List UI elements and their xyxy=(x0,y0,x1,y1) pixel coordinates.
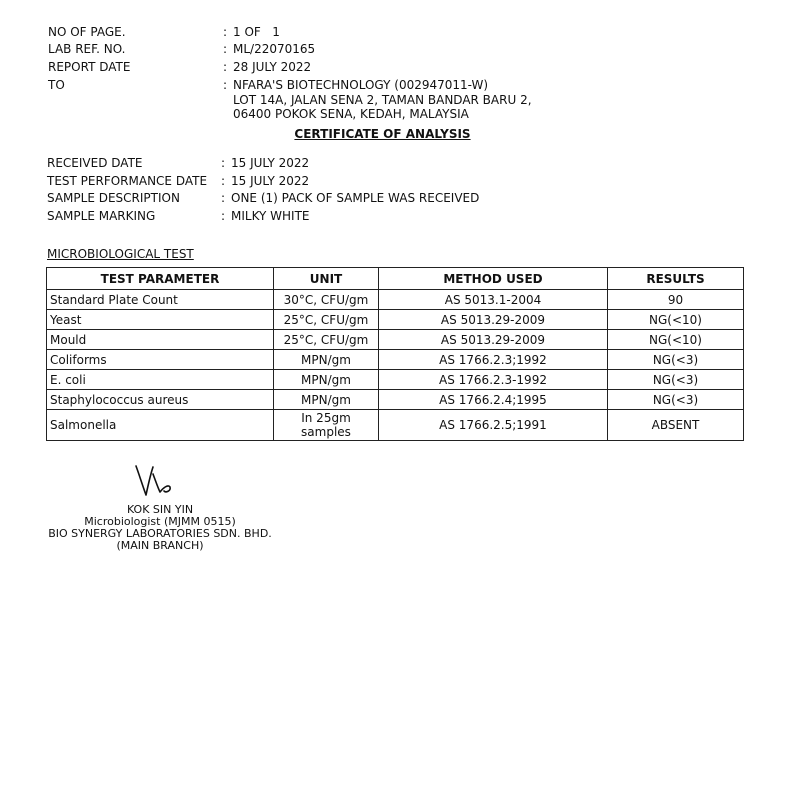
header-value: 28 JULY 2022 xyxy=(233,60,312,74)
cell-parameter: E. coli xyxy=(47,370,274,390)
table-row xyxy=(47,290,744,310)
header-colon: : xyxy=(223,25,228,39)
detail-label: RECEIVED DATE xyxy=(47,156,143,170)
table-row xyxy=(47,350,744,370)
header-value: 1 OF 1 xyxy=(233,25,280,39)
table-header-row xyxy=(47,268,744,290)
table-row xyxy=(47,370,744,390)
cell-result: NG(<10) xyxy=(608,330,744,350)
detail-label: TEST PERFORMANCE DATE xyxy=(47,174,208,188)
cell-result: ABSENT xyxy=(608,410,744,441)
cell-method: AS 5013.29-2009 xyxy=(379,310,608,330)
address-line-text: LOT 14A, JALAN SENA 2, TAMAN BANDAR BARU 2, xyxy=(233,93,532,107)
header-label: LAB REF. NO. xyxy=(48,42,126,56)
cell-unit: MPN/gm xyxy=(274,370,379,390)
cell-method: AS 1766.2.3-1992 xyxy=(379,370,608,390)
cell-result: NG(<3) xyxy=(608,350,744,370)
cell-parameter: Staphylococcus aureus xyxy=(47,390,274,410)
certificate-title: CERTIFICATE OF ANALYSIS xyxy=(294,127,471,141)
cell-parameter: Mould xyxy=(47,330,274,350)
detail-value: MILKY WHITE xyxy=(231,209,310,223)
cell-result: NG(<3) xyxy=(608,370,744,390)
header-value: ML/22070165 xyxy=(233,42,316,56)
cell-result: NG(<3) xyxy=(608,390,744,410)
detail-value: ONE (1) PACK OF SAMPLE WAS RECEIVED xyxy=(231,191,480,205)
header-colon: : xyxy=(223,60,228,74)
cell-method: AS 1766.2.4;1995 xyxy=(379,390,608,410)
cell-method: AS 1766.2.3;1992 xyxy=(379,350,608,370)
detail-value: 15 JULY 2022 xyxy=(231,156,310,170)
signatory-name: KOK SIN YIN xyxy=(126,503,194,516)
cell-unit-line: In 25gm xyxy=(301,411,351,425)
header-label: TO xyxy=(48,78,65,92)
cell-method: AS 1766.2.5;1991 xyxy=(379,410,608,441)
cell-unit: 30°C, CFU/gm xyxy=(274,290,379,310)
recipient-name: NFARA'S BIOTECHNOLOGY (002947011-W) xyxy=(233,78,489,92)
signatory-company: BIO SYNERGY LABORATORIES SDN. BHD. xyxy=(48,527,272,540)
detail-colon: : xyxy=(221,191,226,205)
header-colon: : xyxy=(223,42,228,56)
detail-colon: : xyxy=(221,156,226,170)
column-header: UNIT xyxy=(274,268,379,290)
detail-colon: : xyxy=(221,174,226,188)
header-colon: : xyxy=(223,78,228,92)
cell-result: 90 xyxy=(608,290,744,310)
detail-label: SAMPLE MARKING xyxy=(47,209,156,223)
cell-unit: 25°C, CFU/gm xyxy=(274,310,379,330)
table-row xyxy=(47,310,744,330)
detail-value: 15 JULY 2022 xyxy=(231,174,310,188)
detail-colon: : xyxy=(221,209,226,223)
cell-unit: 25°C, CFU/gm xyxy=(274,330,379,350)
address-line-text: 06400 POKOK SENA, KEDAH, MALAYSIA xyxy=(233,107,469,121)
results-table xyxy=(46,267,744,441)
cell-method: AS 5013.1-2004 xyxy=(379,290,608,310)
cell-method: AS 5013.29-2009 xyxy=(379,330,608,350)
column-header: RESULTS xyxy=(608,268,744,290)
table-row xyxy=(47,390,744,410)
column-header: METHOD USED xyxy=(379,268,608,290)
cell-unit xyxy=(274,410,379,441)
cell-parameter: Yeast xyxy=(47,310,274,330)
signatory-role: Microbiologist (MJMM 0515) xyxy=(84,515,236,528)
handwritten-signature xyxy=(130,462,190,498)
cell-unit-line: samples xyxy=(301,425,351,439)
cell-unit: MPN/gm xyxy=(274,350,379,370)
signatory-branch: (MAIN BRANCH) xyxy=(116,539,204,552)
section-title: MICROBIOLOGICAL TEST xyxy=(47,247,194,261)
cell-parameter: Standard Plate Count xyxy=(47,290,274,310)
detail-label: SAMPLE DESCRIPTION xyxy=(47,191,180,205)
table-row xyxy=(47,410,744,441)
cell-unit: MPN/gm xyxy=(274,390,379,410)
header-label: NO OF PAGE. xyxy=(48,25,126,39)
cell-parameter: Salmonella xyxy=(47,410,274,441)
table-row xyxy=(47,330,744,350)
column-header: TEST PARAMETER xyxy=(47,268,274,290)
signature-block xyxy=(40,462,280,552)
cell-parameter: Coliforms xyxy=(47,350,274,370)
header-label: REPORT DATE xyxy=(48,60,131,74)
cell-result: NG(<10) xyxy=(608,310,744,330)
